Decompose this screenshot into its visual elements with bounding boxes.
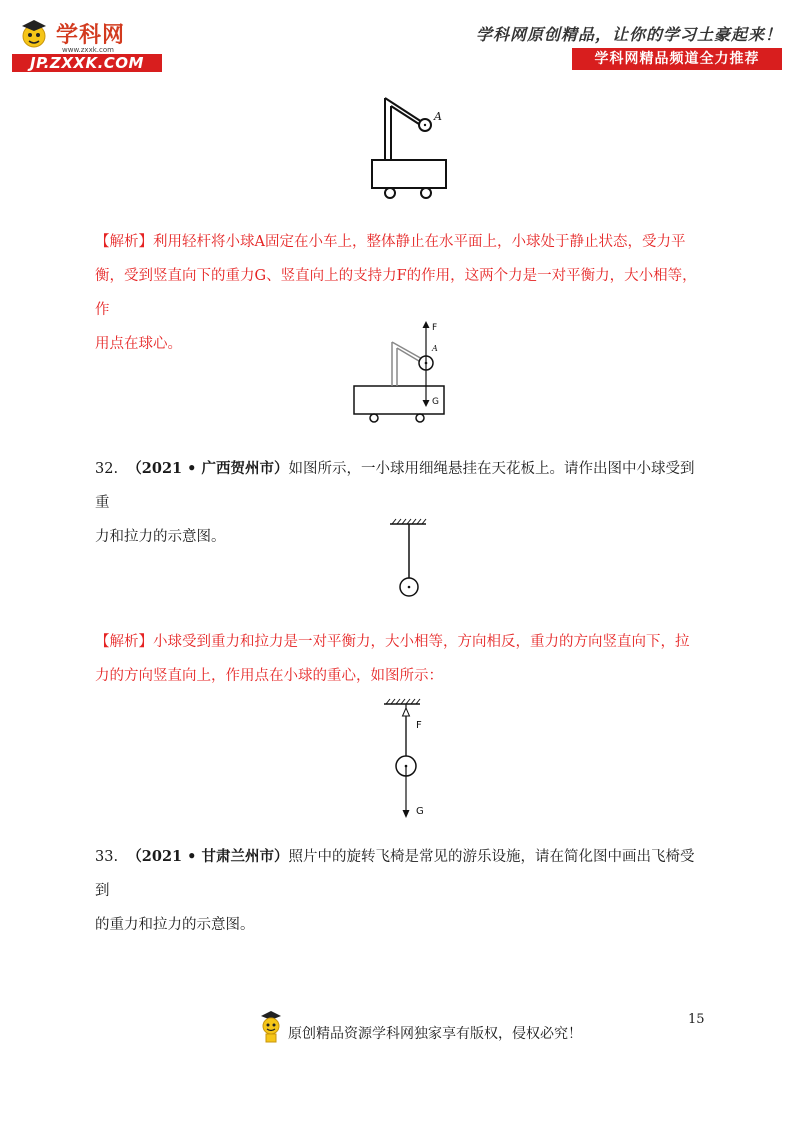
force-label-G: G bbox=[416, 806, 424, 817]
question-33-line1: 33. （2021 • 甘肃兰州市）照片中的旋转飞椅是常见的游乐设施，请在简化图中画出飞椅受到 bbox=[95, 848, 695, 899]
channel-banner: 学科网精品频道全力推荐 bbox=[572, 48, 782, 70]
analysis-tag: 【解析】 bbox=[95, 634, 153, 650]
question-32-line1: 32. （2021 • 广西贺州市）如图所示，一小球用细绳悬挂在天花板上。请作出图中小球受到重 bbox=[95, 460, 695, 511]
page-number: 15 bbox=[688, 1012, 705, 1027]
question-33-line2: 的重力和拉力的示意图。 bbox=[95, 917, 255, 933]
force-label-F: F bbox=[432, 323, 438, 333]
mascot-icon bbox=[258, 1010, 284, 1044]
analysis-32-line2: 力的方向竖直向上，作用点在小球的重心，如图所示： bbox=[95, 668, 443, 684]
pendulum-figure bbox=[378, 516, 438, 606]
force-label-A: A bbox=[432, 344, 438, 353]
force-label-F: F bbox=[416, 720, 422, 731]
logo-text: 学科网 bbox=[56, 23, 126, 48]
site-logo[interactable] bbox=[12, 18, 172, 74]
logo-url-bar bbox=[12, 54, 162, 72]
analysis-31-line1: 【解析】利用轻杆将小球A固定在小车上，整体静止在水平面上，小球处于静止状态，受力平 bbox=[95, 234, 686, 250]
analysis-31-line2: 衡，受到竖直向下的重力G、竖直向上的支持力F的作用，这两个力是一对平衡力，大小相等，作 bbox=[95, 268, 697, 318]
cart-figure bbox=[368, 96, 468, 196]
header-slogan: 学科网原创精品，让你的学习土豪起来！ bbox=[475, 25, 782, 44]
logo-url: JP.ZXXK.COM bbox=[30, 54, 144, 72]
label-A: A bbox=[434, 110, 442, 123]
question-source: （2021 • 甘肃兰州市） bbox=[127, 848, 289, 865]
analysis-32 bbox=[95, 625, 705, 693]
cart-force-figure bbox=[350, 320, 460, 430]
analysis-32-line1: 【解析】小球受到重力和拉力是一对平衡力，大小相等，方向相反，重力的方向竖直向下，拉 bbox=[95, 634, 690, 650]
question-33 bbox=[95, 840, 705, 942]
force-label-G: G bbox=[432, 397, 439, 407]
analysis-31-line3: 用点在球心。 bbox=[95, 336, 182, 352]
question-number: 32. bbox=[95, 461, 119, 477]
question-32-line2: 力和拉力的示意图。 bbox=[95, 529, 226, 545]
question-number: 33. bbox=[95, 849, 119, 865]
pendulum-force-figure bbox=[376, 696, 446, 826]
question-source: （2021 • 广西贺州市） bbox=[127, 460, 289, 477]
analysis-tag: 【解析】 bbox=[95, 234, 153, 250]
logo-url-small: www.zxxk.com bbox=[62, 46, 114, 54]
copyright-notice: 原创精品资源学科网独家享有版权，侵权必究！ bbox=[288, 1026, 582, 1042]
mascot-icon bbox=[18, 18, 54, 54]
